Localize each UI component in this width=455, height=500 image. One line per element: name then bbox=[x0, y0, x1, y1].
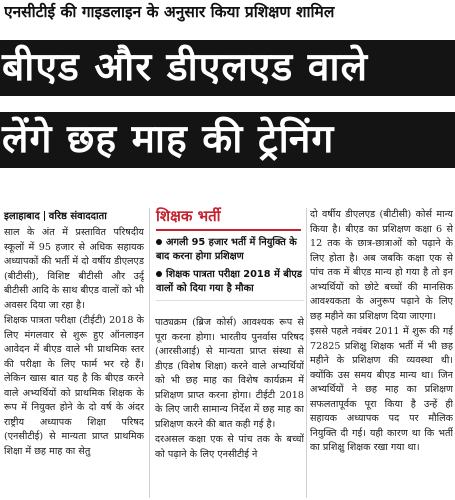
byline-place: इलाहाबाद bbox=[4, 211, 40, 222]
column-1-paragraph-1: साल के अंत में प्रस्तावित परिषदीय स्कूलों में 95 हजार से अधिक सहायक अध्यापकों की भर्ती में दो वर्षीय डीएलएड (बीटीसी), विशिष्ट बीटीसी और उर्दू बीटीसी आदि के साथ बीएड वालों को भी अवसर दिया जा रहा है। bbox=[4, 227, 144, 311]
highlight-bullet-text: अगली 95 हजार भर्ती में नियुक्ति के बाद करना होगा प्रशिक्षण bbox=[156, 237, 297, 262]
byline-separator bbox=[44, 211, 45, 221]
column-3-paragraph-2: इससे पहले नवंबर 2011 में शुरू की गई 72825 प्रशिक्षु शिक्षक भर्ती में भी छह महीने के प्रशिक्षण की व्यवस्था थी। क्योंकि उस समय बीएड मान्य था। जिन अभ्यर्थियों ने छह माह का प्रशिक्षण सफलतापूर्वक पूरा किया है उन्हें ही सहायक अध्यापक पद पर मौलिक नियुक्ति दी गई। यही कारण था कि भर्ती का प्रशिक्षु शिक्षक रखा गया था। bbox=[310, 326, 453, 453]
bullet-dot-icon bbox=[156, 239, 162, 245]
byline bbox=[4, 208, 107, 222]
highlight-box-bottom-rule bbox=[156, 300, 304, 301]
column-divider bbox=[306, 208, 307, 498]
highlight-box-rule bbox=[156, 229, 301, 231]
kicker-headline: एनसीटीई की गाइडलाइन के अनुसार किया प्रशिक्षण शामिल bbox=[4, 3, 335, 21]
bullet-dot-icon bbox=[156, 271, 162, 277]
column-2-paragraph-1: पाठ्यक्रम (ब्रिज कोर्स) आवश्यक रूप से पूरा करना होगा। भारतीय पुनर्वास परिषद (आरसीआई) से मान्यता प्राप्त संस्था से डीएड (विशेष शिक्षा) करने वाले अभ्यर्थियों को भी छह माह का विशेष कार्यक्रम में प्रशिक्षण प्राप्त करना होगा। टीईटी 2018 के लिए जारी सामान्य निर्देश में छह माह का प्रशिक्षण करने की बात कही गई है। bbox=[155, 317, 304, 430]
article-column-2 bbox=[155, 316, 304, 498]
column-3-paragraph-1: दो वर्षीय डीएलएड (बीटीसी) कोर्स मान्य किया है। बीएड का प्रशिक्षण कक्षा 6 से 12 तक के छात्र-छात्राओं को पढ़ाने के लिए होता है। अब जबकि कक्षा एक से पांच तक में बीएड मान्य हो गया है तो इन अभ्यर्थियों को छोटे बच्चों की मानसिक आवश्यकता के अनुरूप पढ़ाने के लिए छह महीने का प्रशिक्षण दिया जाएगा। bbox=[310, 209, 453, 322]
headline-line-2: लेंगे छह माह की ट्रेनिंग bbox=[0, 112, 455, 168]
highlight-bullet bbox=[156, 268, 304, 295]
highlight-box-title: शिक्षक भर्ती bbox=[156, 207, 221, 225]
highlight-bullet-text: शिक्षक पात्रता परीक्षा 2018 में बीएड वालों को दिया गया है मौका bbox=[156, 269, 303, 294]
article-column-3 bbox=[310, 208, 453, 498]
article-column-1 bbox=[4, 226, 144, 498]
column-divider bbox=[149, 208, 150, 498]
column-2-paragraph-2: दरअसल कक्षा एक से पांच तक के बच्चों को पढ़ाने के लिए एनसीटीई ने bbox=[155, 434, 304, 460]
highlight-bullet bbox=[156, 236, 304, 263]
byline-reporter: वरिष्ठ संवाददाता bbox=[48, 211, 107, 222]
headline-line-1: बीएड और डीएलएड वाले bbox=[0, 40, 455, 96]
column-1-paragraph-2: शिक्षक पात्रता परीक्षा (टीईटी) 2018 के लिए मंगलवार से शुरू हुए ऑनलाइन आवेदन में बीएड वाले भी प्राथमिक स्तर की परीक्षा के लिए फार्म भर रहे हैं। लेकिन खास बात यह है कि बीएड करने वाले अभ्यर्थियों को प्राथमिक शिक्षक के रूप में नियुक्त होने के दो वर्ष के अंदर राष्ट्रीय अध्यापक शिक्षा परिषद (एनसीटीई) से मान्यता प्राप्त प्राथमिक शिक्षा में छह माह का सेतु bbox=[4, 315, 144, 457]
